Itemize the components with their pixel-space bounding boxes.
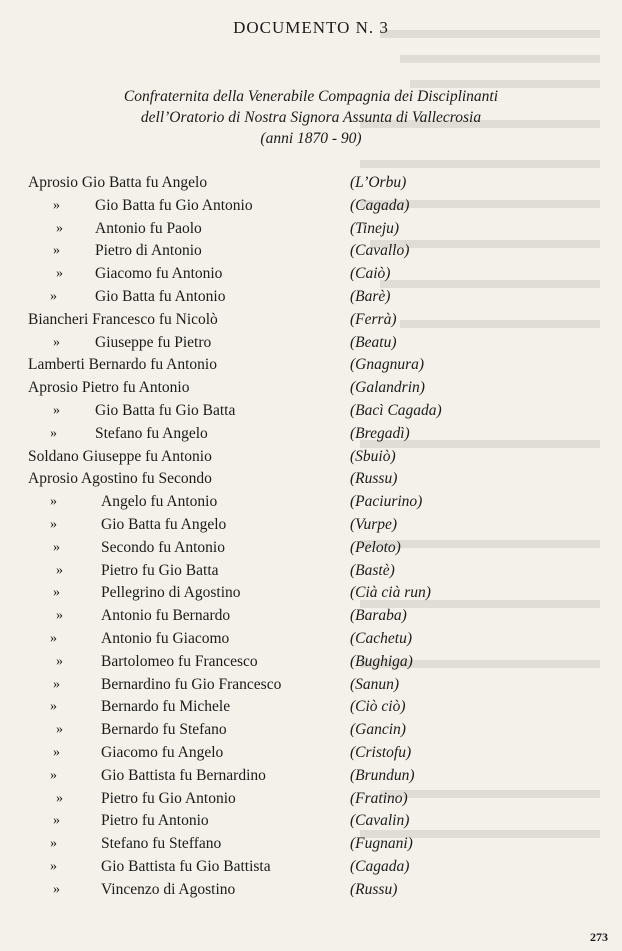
member-row (0, 493, 622, 516)
member-nickname: (Fugnani) (350, 835, 413, 853)
member-row (0, 470, 622, 493)
member-nickname: (Beatu) (350, 333, 397, 351)
ditto-mark: » (56, 562, 63, 578)
member-row (0, 630, 622, 653)
member-nickname: (Cavallo) (350, 242, 410, 260)
ditto-mark: » (53, 402, 60, 418)
member-given-name: Pietro fu Gio Antonio (101, 789, 236, 807)
member-nickname: (Gancin) (350, 721, 406, 739)
member-row (0, 698, 622, 721)
member-nickname: (Bastè) (350, 561, 395, 579)
member-given-name: Bernardo fu Stefano (101, 721, 227, 739)
document-subtitle (0, 86, 622, 149)
ditto-mark: » (53, 539, 60, 555)
member-row (0, 174, 622, 197)
ditto-mark: » (50, 767, 57, 783)
member-nickname: (Peloto) (350, 538, 401, 556)
member-given-name: Stefano fu Angelo (95, 424, 208, 442)
ditto-mark: » (50, 288, 57, 304)
member-nickname: (Cagada) (350, 857, 410, 875)
subtitle-line: dell’Oratorio di Nostra Signora Assunta di Vallecrosia (140, 109, 482, 126)
member-nickname: (Cachetu) (350, 629, 412, 647)
member-nickname: (Baraba) (350, 607, 407, 625)
member-row (0, 448, 622, 471)
member-row (0, 379, 622, 402)
ditto-mark: » (53, 243, 60, 259)
member-nickname: (Cagada) (350, 196, 410, 214)
member-row (0, 402, 622, 425)
member-nickname: (Bughiga) (350, 652, 413, 670)
member-row (0, 197, 622, 220)
member-nickname: (Fratino) (350, 789, 408, 807)
ditto-mark: » (56, 608, 63, 624)
member-given-name: Vincenzo di Agostino (101, 880, 236, 898)
member-nickname: (Russu) (350, 880, 398, 898)
member-given-name: Gio Battista fu Bernardino (101, 766, 266, 784)
member-row (0, 607, 622, 630)
member-nickname: (Sanun) (350, 675, 400, 693)
member-given-name: Gio Batta fu Gio Batta (95, 401, 236, 419)
ditto-mark: » (53, 334, 60, 350)
member-row (0, 835, 622, 858)
member-nickname: (L’Orbu) (350, 174, 407, 191)
member-given-name: Pietro fu Gio Batta (101, 561, 219, 579)
member-given-name: Angelo fu Antonio (101, 493, 218, 511)
member-given-name: Gio Batta fu Angelo (101, 515, 227, 533)
member-row (0, 562, 622, 585)
member-full-name: Aprosio Pietro fu Antonio (28, 379, 190, 397)
ditto-mark: » (56, 722, 63, 738)
member-row (0, 812, 622, 835)
member-given-name: Antonio fu Bernardo (101, 607, 231, 625)
member-full-name: Soldano Giuseppe fu Antonio (28, 447, 212, 465)
member-row (0, 744, 622, 767)
member-given-name: Gio Batta fu Antonio (95, 287, 226, 305)
member-row (0, 334, 622, 357)
member-given-name: Gio Batta fu Gio Antonio (95, 196, 253, 214)
subtitle-years: (anni 1870 - 90) (260, 130, 362, 147)
ditto-mark: » (53, 881, 60, 897)
member-row (0, 311, 622, 334)
member-nickname: (Cavalin) (350, 812, 410, 830)
member-given-name: Giacomo fu Angelo (101, 743, 224, 761)
member-row (0, 516, 622, 539)
ditto-mark: » (50, 494, 57, 510)
member-row (0, 584, 622, 607)
member-full-name: Biancheri Francesco fu Nicolò (28, 310, 218, 328)
member-row (0, 790, 622, 813)
member-row (0, 356, 622, 379)
member-given-name: Bernardo fu Michele (101, 698, 231, 716)
member-nickname: (Caiò) (350, 265, 391, 283)
member-given-name: Giacomo fu Antonio (95, 265, 223, 283)
member-row (0, 858, 622, 881)
member-given-name: Pietro fu Antonio (101, 812, 209, 830)
member-given-name: Pellegrino di Agostino (101, 584, 241, 602)
member-given-name: Pietro di Antonio (95, 242, 202, 260)
member-row (0, 539, 622, 562)
member-nickname: (Barè) (350, 287, 391, 305)
member-full-name: Lamberti Bernardo fu Antonio (28, 356, 217, 374)
ditto-mark: » (50, 836, 57, 852)
ditto-mark: » (53, 676, 60, 692)
member-nickname: (Paciurino) (350, 493, 423, 511)
member-row (0, 265, 622, 288)
member-given-name: Stefano fu Steffano (101, 835, 222, 853)
ditto-mark: » (53, 744, 60, 760)
member-row (0, 220, 622, 243)
member-nickname: (Ferrà) (350, 310, 397, 328)
member-given-name: Antonio fu Paolo (95, 219, 202, 237)
ditto-mark: » (56, 653, 63, 669)
member-nickname: (Sbuiò) (350, 447, 396, 465)
member-given-name: Gio Battista fu Gio Battista (101, 857, 271, 875)
ditto-mark: » (56, 266, 63, 282)
member-row (0, 288, 622, 311)
subtitle-line: Confraternita della Venerabile Compagnia dei Disciplinanti (123, 88, 499, 105)
member-full-name: Aprosio Agostino fu Secondo (28, 470, 212, 488)
member-row (0, 242, 622, 265)
page-number: 273 (590, 930, 608, 944)
ditto-mark: » (56, 220, 63, 236)
ditto-mark: » (50, 516, 57, 532)
member-row (0, 881, 622, 904)
member-row (0, 721, 622, 744)
member-list (0, 174, 622, 904)
member-nickname: (Tineju) (350, 219, 400, 237)
member-given-name: Secondo fu Antonio (101, 538, 225, 556)
member-given-name: Giuseppe fu Pietro (95, 333, 212, 351)
member-nickname: (Russu) (350, 470, 398, 488)
document-heading: DOCUMENTO N. 3 (233, 18, 389, 37)
member-given-name: Bartolomeo fu Francesco (101, 652, 258, 670)
member-row (0, 676, 622, 699)
ditto-mark: » (50, 425, 57, 441)
member-nickname: (Cià cià run) (350, 584, 431, 602)
member-nickname: (Ciò ciò) (350, 698, 406, 716)
ditto-mark: » (53, 585, 60, 601)
ditto-mark: » (56, 790, 63, 806)
member-nickname: (Gnagnura) (350, 356, 425, 374)
member-row (0, 767, 622, 790)
ditto-mark: » (53, 197, 60, 213)
ditto-mark: » (50, 630, 57, 646)
member-nickname: (Bregadì) (350, 424, 410, 442)
member-row (0, 425, 622, 448)
member-row (0, 653, 622, 676)
member-full-name: Aprosio Gio Batta fu Angelo (28, 174, 208, 191)
member-given-name: Bernardino fu Gio Francesco (101, 675, 282, 693)
ditto-mark: » (53, 813, 60, 829)
member-nickname: (Brundun) (350, 766, 415, 784)
ditto-mark: » (50, 858, 57, 874)
ditto-mark: » (50, 699, 57, 715)
member-nickname: (Cristofu) (350, 743, 412, 761)
member-nickname: (Vurpe) (350, 515, 398, 533)
member-nickname: (Galandrin) (350, 379, 425, 397)
member-nickname: (Bacì Cagada) (350, 401, 442, 419)
member-given-name: Antonio fu Giacomo (101, 629, 230, 647)
